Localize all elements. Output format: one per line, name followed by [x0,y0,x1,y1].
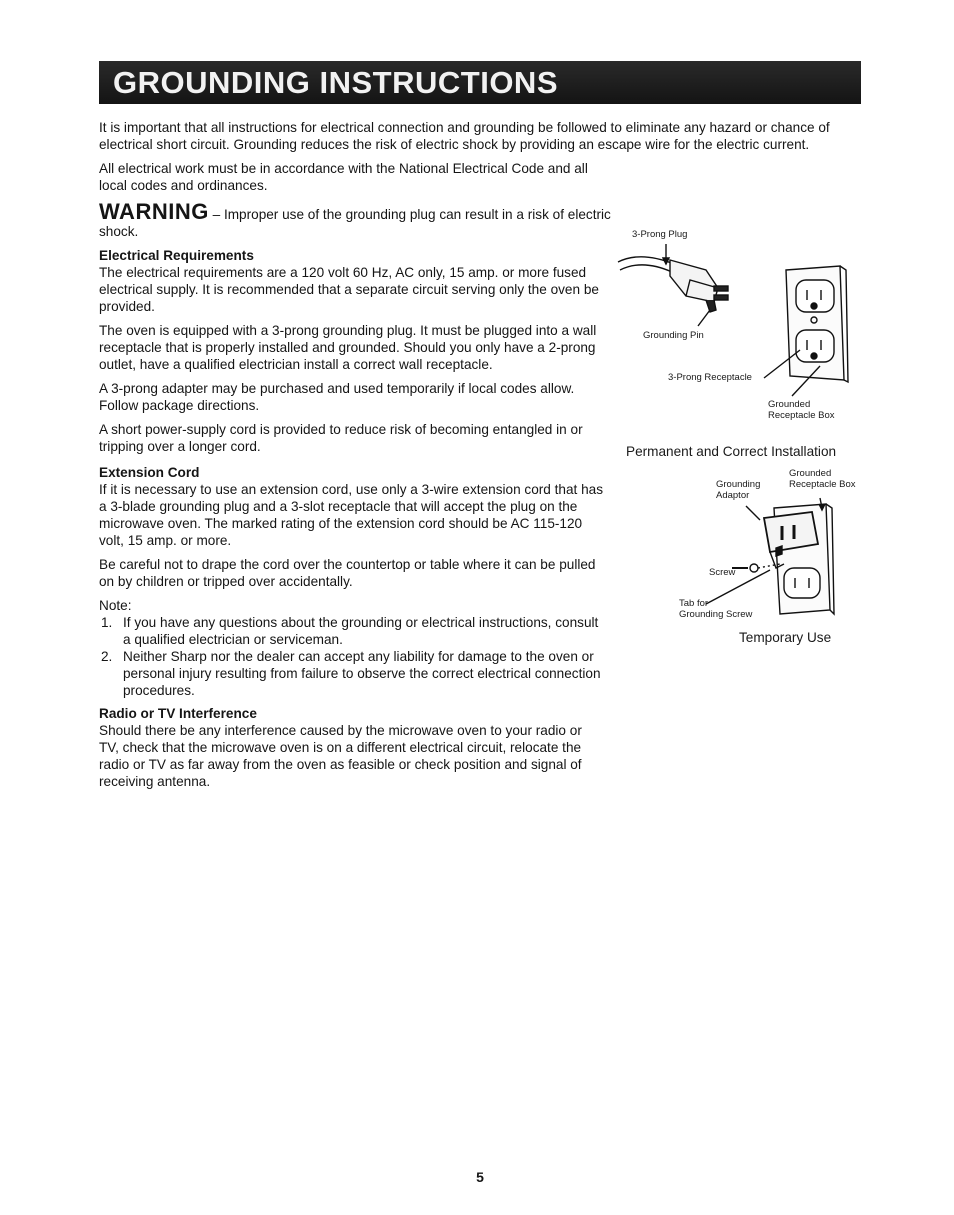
note-text: If you have any questions about the grounding or electrical instructions, consult a qualified electrician or serviceman. [123,615,599,647]
extension-cord-heading: Extension Cord [99,465,200,480]
electrical-code-paragraph: All electrical work must be in accordance with the National Electrical Code and all local codes and ordinances. [99,161,588,193]
note-number: 1. [101,615,113,630]
list-item [99,648,604,699]
note-text: Neither Sharp nor the dealer can accept any liability for damage to the oven or personal injury resulting from failure to observe the correct electrical connection procedures. [123,649,601,698]
tab-label-line1: Tab for [679,598,709,609]
short-cord-paragraph: A short power-supply cord is provided to reduce risk of becoming entangled in or tripping over a longer cord. [99,422,583,454]
electrical-requirements-heading: Electrical Requirements [99,248,254,263]
permanent-installation-caption: Permanent and Correct Installation [626,444,837,459]
screw-label: Screw [709,567,736,578]
note-label: Note: [99,598,132,613]
grounding-pin-label: Grounding Pin [643,330,704,341]
grounded-box-label-line2: Receptacle Box [789,479,856,490]
electrical-requirements-paragraph: The electrical requirements are a 120 volt 60 Hz, AC only, 15 amp. or more fused electrical supply. It is recommended that a separate circuit serving only the oven be provided. [99,265,599,314]
extension-cord-paragraph: If it is necessary to use an extension cord, use only a 3-wire extension cord that has a 3-blade grounding plug and a 3-slot receptacle that will accept the plug on the microwave oven. The marked rating of the extension cord should be AC 115-120 volt, 15 amp. or more. [99,482,603,548]
intro-paragraph: It is important that all instructions for electrical connection and grounding be followed to eliminate any hazard or chance of electrical short circuit. Grounding reduces the risk of electric shock by providing an escape wire for the electric current. [99,120,830,152]
grounding-adaptor-label-line1: Grounding [716,479,761,490]
grounding-adaptor-label-line2: Adaptor [716,490,750,501]
adaptor-illustration [730,498,870,628]
grounded-box-label-line1: Grounded [789,468,832,479]
warning-text: – Improper use of the grounding plug can result in a risk of electric shock. [99,207,611,239]
note-number: 2. [101,649,113,664]
warning-label: WARNING [99,199,209,224]
page-number: 5 [476,1169,484,1185]
page-title: GROUNDING INSTRUCTIONS [113,65,558,100]
note-list [99,614,604,699]
tab-label-line2: Grounding Screw [679,609,753,620]
warning-paragraph [99,199,619,240]
title-banner [99,61,861,104]
grounded-box-label-line1: Grounded [768,399,811,410]
three-prong-plug-paragraph: The oven is equipped with a 3-prong grounding plug. It must be plugged into a wall receptacle that is properly installed and grounded. Should you only have a 2-prong outlet, have a qualified electrician install a correct wall receptacle. [99,323,597,372]
plug-and-receptacle-illustration [614,240,854,400]
three-prong-receptacle-label: 3-Prong Receptacle [668,372,752,383]
drape-warning-paragraph: Be careful not to drape the cord over the countertop or table where it can be pulled on by children or tripped over accidentally. [99,557,596,589]
grounded-box-label-line2: Receptacle Box [768,410,835,421]
radio-tv-paragraph: Should there be any interference caused by the microwave oven to your radio or TV, check that the microwave oven is on a different electrical circuit, relocate the radio or TV as far away from the oven as feasible or check position and signal of receiving antenna. [99,723,582,789]
three-prong-plug-label: 3-Prong Plug [632,229,688,240]
adapter-paragraph: A 3-prong adapter may be purchased and used temporarily if local codes allow. Follow package directions. [99,381,575,413]
temporary-use-caption: Temporary Use [739,630,832,645]
list-item [99,614,604,648]
radio-tv-heading: Radio or TV Interference [99,706,257,721]
